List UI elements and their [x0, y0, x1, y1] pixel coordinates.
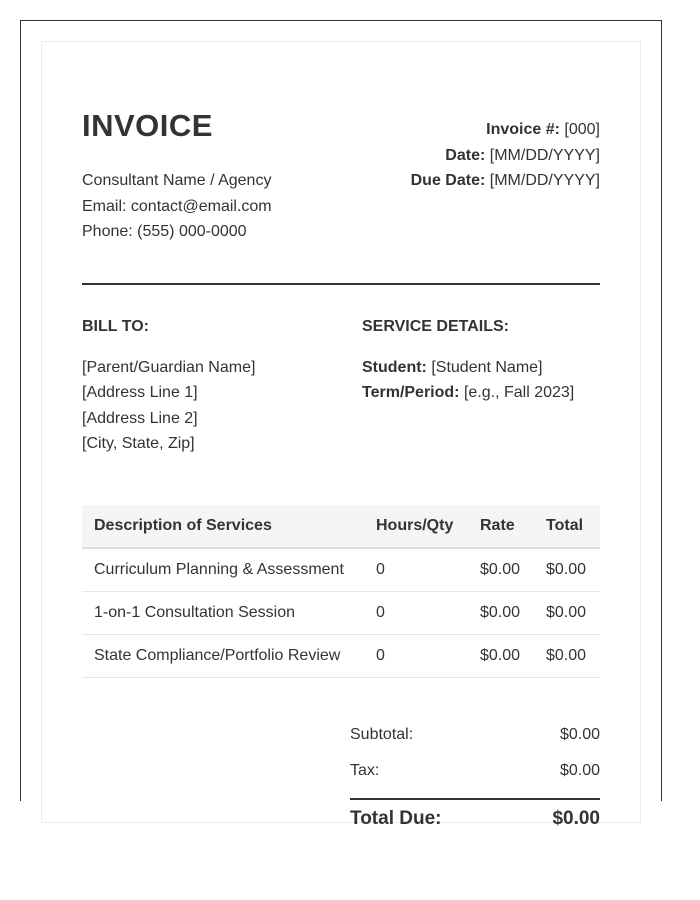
due-date-value: [MM/DD/YYYY] — [489, 172, 600, 189]
service-total: $0.00 — [534, 635, 600, 678]
bill-to-line: [Address Line 1] — [82, 384, 198, 401]
total-due-value: $0.00 — [552, 808, 600, 829]
column-header-description: Description of Services — [82, 505, 364, 548]
table-row — [82, 548, 600, 592]
due-date-label: Due Date: — [410, 172, 486, 189]
student-line — [362, 359, 543, 377]
bill-to-heading: BILL TO: — [82, 318, 149, 335]
student-label: Student: — [362, 359, 427, 376]
bill-to-line: [City, State, Zip] — [82, 435, 195, 452]
service-details-heading: SERVICE DETAILS: — [362, 318, 509, 335]
services-table — [82, 505, 600, 678]
service-hours: 0 — [364, 635, 468, 678]
column-header-rate: Rate — [468, 505, 534, 548]
term-line — [362, 384, 574, 402]
invoice-title: INVOICE — [82, 108, 213, 143]
subtotal-value: $0.00 — [559, 726, 600, 743]
invoice-due-date — [411, 172, 600, 190]
table-row — [82, 635, 600, 678]
service-description: State Compliance/Portfolio Review — [82, 635, 364, 678]
service-rate: $0.00 — [468, 592, 534, 635]
invoice-date — [445, 147, 600, 165]
service-total: $0.00 — [534, 592, 600, 635]
invoice-number-value: [000] — [564, 121, 600, 138]
header-divider — [82, 283, 600, 285]
subtotal-label: Subtotal: — [350, 726, 414, 743]
invoice-date-label: Date: — [445, 147, 486, 164]
invoice-page — [41, 41, 641, 829]
column-header-total: Total — [534, 505, 600, 548]
service-total: $0.00 — [534, 548, 600, 592]
consultant-phone: Phone: (555) 000-0000 — [82, 223, 247, 240]
term-value: [e.g., Fall 2023] — [463, 384, 575, 401]
total-due-label: Total Due: — [350, 808, 442, 829]
term-label: Term/Period: — [362, 384, 460, 401]
bill-to-line: [Address Line 2] — [82, 410, 198, 427]
student-value: [Student Name] — [431, 359, 543, 376]
bill-to-line: [Parent/Guardian Name] — [82, 359, 256, 376]
consultant-email: Email: contact@email.com — [82, 198, 272, 215]
column-header-hours: Hours/Qty — [364, 505, 468, 548]
service-hours: 0 — [364, 592, 468, 635]
service-description: 1-on-1 Consultation Session — [82, 592, 364, 635]
tax-value: $0.00 — [559, 762, 600, 779]
invoice-date-value: [MM/DD/YYYY] — [489, 147, 600, 164]
invoice-frame — [20, 20, 662, 829]
invoice-number-label: Invoice #: — [486, 121, 560, 138]
consultant-name: Consultant Name / Agency — [82, 172, 272, 189]
service-description: Curriculum Planning & Assessment — [82, 548, 364, 592]
service-hours: 0 — [364, 548, 468, 592]
tax-label: Tax: — [350, 762, 380, 779]
table-row — [82, 592, 600, 635]
totals-divider — [350, 798, 600, 800]
service-rate: $0.00 — [468, 548, 534, 592]
invoice-number — [486, 121, 600, 139]
service-rate: $0.00 — [468, 635, 534, 678]
table-header-row — [82, 505, 600, 548]
